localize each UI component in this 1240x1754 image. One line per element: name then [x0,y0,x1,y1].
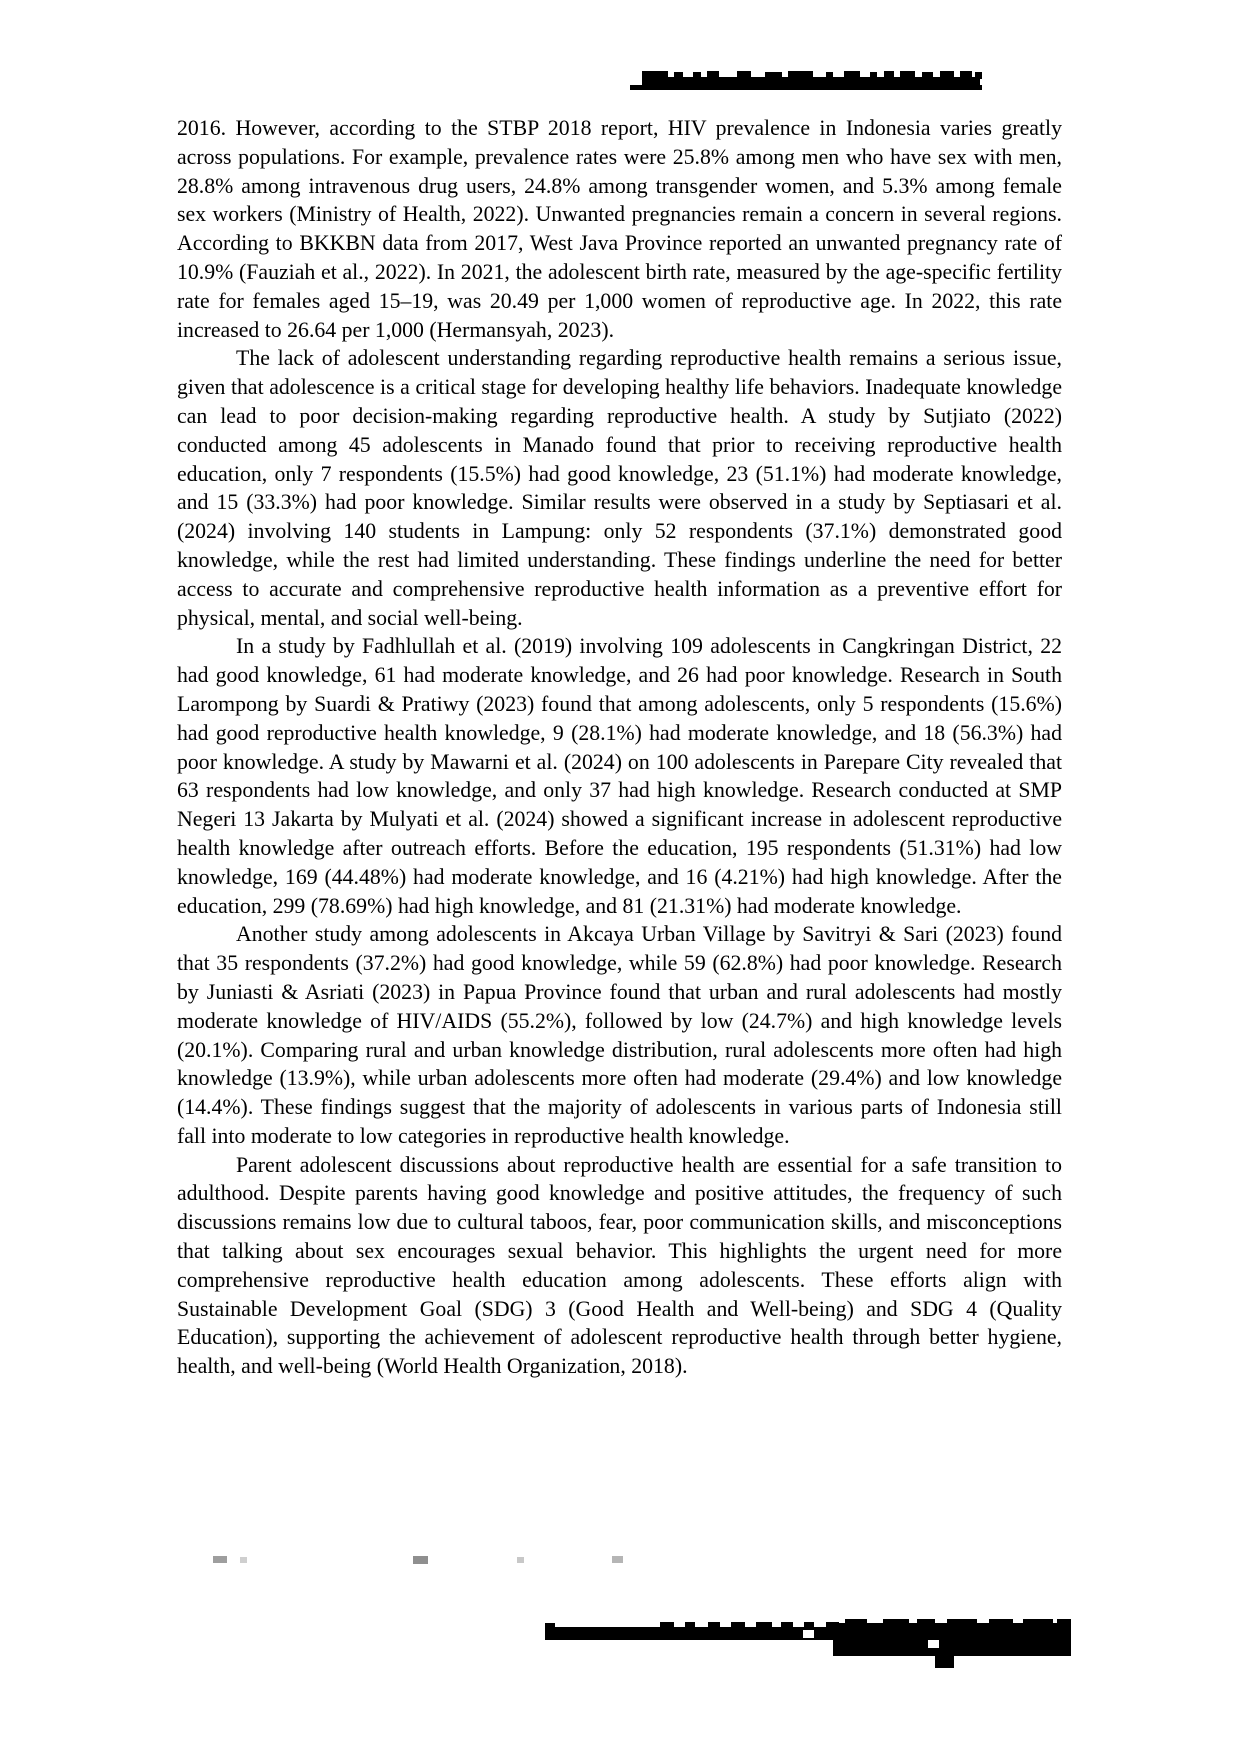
article-body [177,114,1062,1381]
paragraph: 2016. However, according to the STBP 2018 report, HIV prevalence in Indonesia varies greatly across populations. For example, prevalence rates were 25.8% among men who have sex with men, 28.8% among intravenous drug users, 24.8% among transgender women, and 5.3% among female sex workers (Ministry of Health, 2022). Unwanted pregnancies remain a concern in several regions. According to BKKBN data from 2017, West Java Province reported an unwanted pregnancy rate of 10.9% (Fauziah et al., 2022). In 2021, the adolescent birth rate, measured by the age-specific fertility rate for females aged 15–19, was 20.49 per 1,000 women of reproductive age. In 2022, this rate increased to 26.64 per 1,000 (Hermansyah, 2023). [177,116,1062,342]
redacted-line-remnants [210,1554,630,1566]
paragraph: Another study among adolescents in Akcaya Urban Village by Savitryi & Sari (2023) found that 35 respondents (37.2%) had good knowledge, while 59 (62.8%) had poor knowledge. Research by Juniasti & Asriati (2023) in Papua Province found that urban and rural adolescents had mostly moderate knowledge of HIV/AIDS (55.2%), followed by low (24.7%) and high knowledge levels (20.1%). Comparing rural and urban knowledge distribution, rural adolescents more often had high knowledge (13.9%), while urban adolescents more often had moderate (29.4%) and low knowledge (14.4%). These findings suggest that the majority of adolescents in various parts of Indonesia still fall into moderate to low categories in reproductive health knowledge. [177,922,1062,1148]
paragraph: The lack of adolescent understanding regarding reproductive health remains a serious issue, given that adolescence is a critical stage for developing healthy life behaviors. Inadequate knowledge can lead to poor decision-making regarding reproductive health. A study by Sutjiato (2022) conducted among 45 adolescents in Manado found that prior to receiving reproductive health education, only 7 respondents (15.5%) had good knowledge, 23 (51.1%) had moderate knowledge, and 15 (33.3%) had poor knowledge. Similar results were observed in a study by Septiasari et al. (2024) involving 140 students in Lampung: only 52 respondents (37.1%) demonstrated good knowledge, while the rest had limited understanding. These findings underline the need for better access to accurate and comprehensive reproductive health information as a preventive effort for physical, mental, and social well-being. [177,346,1062,630]
paragraph: In a study by Fadhlullah et al. (2019) involving 109 adolescents in Cangkringan District, 22 had good knowledge, 61 had moderate knowledge, and 26 had poor knowledge. Research in South Larompong by Suardi & Pratiwy (2023) found that among adolescents, only 5 respondents (15.6%) had good reproductive health knowledge, 9 (28.1%) had moderate knowledge, and 18 (56.3%) had poor knowledge. A study by Mawarni et al. (2024) on 100 adolescents in Parepare City revealed that 63 respondents had low knowledge, and only 37 had high knowledge. Research conducted at SMP Negeri 13 Jakarta by Mulyati et al. (2024) showed a significant increase in adolescent reproductive health knowledge after outreach efforts. Before the education, 195 respondents (51.31%) had low knowledge, 169 (44.48%) had moderate knowledge, and 16 (4.21%) had high knowledge. After the education, 299 (78.69%) had high knowledge, and 81 (21.31%) had moderate knowledge. [177,634,1062,918]
redacted-header-bar [630,71,982,91]
paragraph: Parent adolescent discussions about reproductive health are essential for a safe transition to adulthood. Despite parents having good knowledge and positive attitudes, the frequency of such discussions remains low due to cultural taboos, fear, poor communication skills, and misconceptions that talking about sex encourages sexual behavior. This highlights the urgent need for more comprehensive reproductive health education among adolescents. These efforts align with Sustainable Development Goal (SDG) 3 (Good Health and Well-being) and SDG 4 (Quality Education), supporting the achievement of adolescent reproductive health through better hygiene, health, and well-being (World Health Organization, 2018). [177,1152,1062,1379]
redacted-footer-bar [545,1619,1075,1674]
